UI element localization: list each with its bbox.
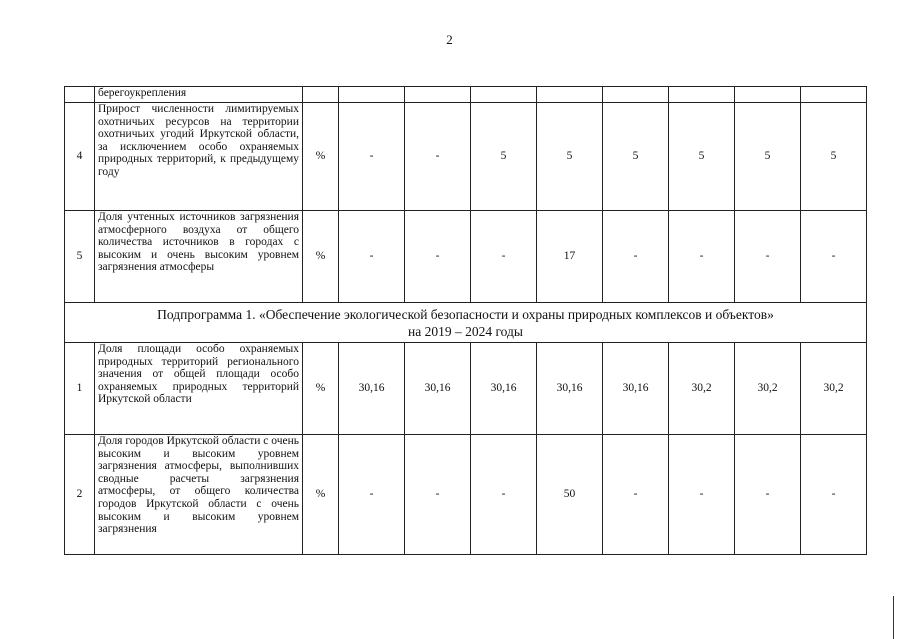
- unit-cell: %: [303, 103, 339, 211]
- value-cell: -: [405, 211, 471, 303]
- value-cell: [405, 87, 471, 103]
- value-cell: -: [669, 211, 735, 303]
- value-cell: -: [603, 211, 669, 303]
- row-number: 2: [65, 435, 95, 555]
- value-cell: 5: [735, 103, 801, 211]
- indicator-description: берегоукрепления: [95, 87, 303, 103]
- value-cell: -: [735, 435, 801, 555]
- value-cell: 5: [801, 103, 867, 211]
- value-cell: 30,2: [669, 343, 735, 435]
- value-cell: -: [339, 211, 405, 303]
- value-cell: -: [471, 435, 537, 555]
- value-cell: -: [339, 435, 405, 555]
- value-cell: 30,16: [537, 343, 603, 435]
- subprogram-title-line-2: на 2019 – 2024 годы: [408, 323, 523, 339]
- value-cell: 5: [603, 103, 669, 211]
- value-cell: 17: [537, 211, 603, 303]
- indicator-description: Доля городов Иркутской области с очень высоким и высоким уровнем загрязнения атмосферы, выполнивших сводные расчеты загрязнения атмосферы, от общего количества городов Иркутской области с очень высоким и высоким уровнем загрязнения: [95, 435, 303, 555]
- row-number: 5: [65, 211, 95, 303]
- unit-cell: [303, 87, 339, 103]
- row-number: 4: [65, 103, 95, 211]
- table-row: [65, 87, 867, 103]
- unit-cell: %: [303, 435, 339, 555]
- value-cell: -: [405, 103, 471, 211]
- value-cell: -: [669, 435, 735, 555]
- value-cell: [537, 87, 603, 103]
- table-row: [65, 435, 867, 555]
- value-cell: 5: [669, 103, 735, 211]
- value-cell: [339, 87, 405, 103]
- value-cell: -: [339, 103, 405, 211]
- value-cell: [471, 87, 537, 103]
- unit-cell: %: [303, 343, 339, 435]
- value-cell: 30,16: [603, 343, 669, 435]
- value-cell: 30,2: [801, 343, 867, 435]
- value-cell: -: [471, 211, 537, 303]
- value-cell: -: [801, 211, 867, 303]
- subprogram-title-line-1: Подпрограмма 1. «Обеспечение экологической безопасности и охраны природных комплексов и объектов»: [157, 306, 774, 322]
- value-cell: [603, 87, 669, 103]
- scan-edge-line: [893, 596, 894, 639]
- page-number: 2: [446, 32, 453, 47]
- table-row: [65, 211, 867, 303]
- indicator-description: Доля площади особо охраняемых природных территорий регионального значения от общей площади особо охраняемых природных территорий Иркутской области: [95, 343, 303, 435]
- table-row: [65, 103, 867, 211]
- value-cell: 30,16: [471, 343, 537, 435]
- value-cell: -: [405, 435, 471, 555]
- value-cell: [669, 87, 735, 103]
- indicator-description: Прирост численности лимитируемых охотничьих ресурсов на территории охотничьих угодий Иркутской области, за исключением особо охраняемых природных территорий, к предыдущему году: [95, 103, 303, 211]
- value-cell: -: [603, 435, 669, 555]
- unit-cell: %: [303, 211, 339, 303]
- value-cell: [801, 87, 867, 103]
- value-cell: 5: [537, 103, 603, 211]
- row-number: 1: [65, 343, 95, 435]
- subprogram-header-row: [65, 303, 867, 343]
- value-cell: -: [735, 211, 801, 303]
- table-row: [65, 343, 867, 435]
- indicator-description: Доля учтенных источников загрязнения атмосферного воздуха от общего количества источников в городах с высоким и очень высоким уровнем загрязнения атмосферы: [95, 211, 303, 303]
- value-cell: 30,16: [339, 343, 405, 435]
- value-cell: -: [801, 435, 867, 555]
- value-cell: 50: [537, 435, 603, 555]
- value-cell: 30,16: [405, 343, 471, 435]
- value-cell: 30,2: [735, 343, 801, 435]
- row-number: [65, 87, 95, 103]
- value-cell: 5: [471, 103, 537, 211]
- indicators-table: [64, 86, 867, 555]
- subprogram-title: [65, 303, 867, 343]
- value-cell: [735, 87, 801, 103]
